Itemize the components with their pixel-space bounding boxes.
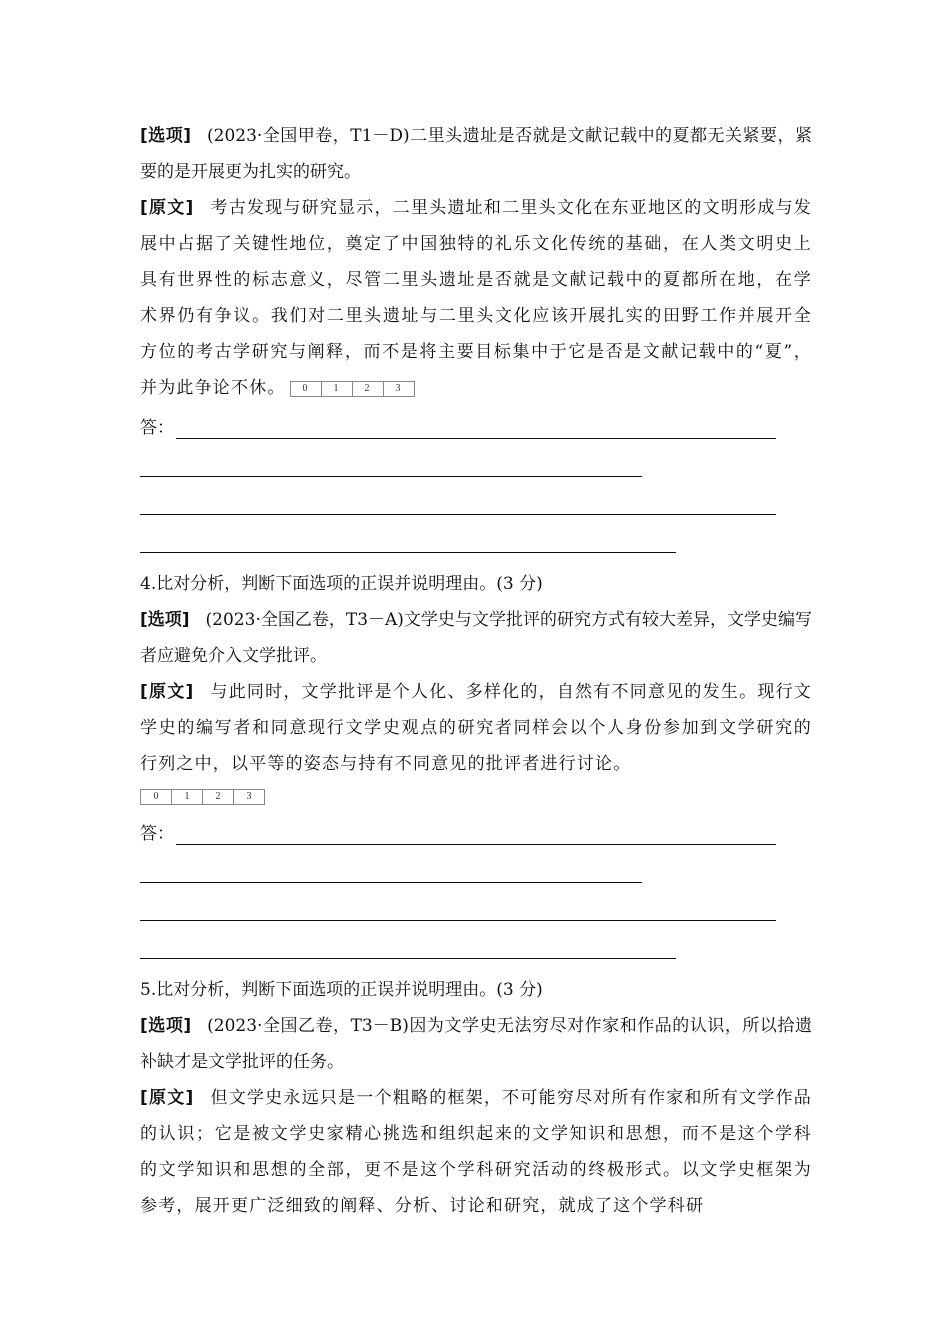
q4-source: [140, 674, 812, 782]
option-tag: [选项]: [140, 610, 190, 630]
source-text: 考古发现与研究显示，二里头遗址和二里头文化在东亚地区的文明形成与发展中占据了关键性地位，奠定了中国独特的礼乐文化传统的基础，在人类文明史上具有世界性的标志意义，尽管二里头遗址是否就是文献记载中的夏都所在地，在学术界仍有争议。我们对二里头遗址与二里头文化应该开展扎实的田野工作并展开全方位的考古学研究与阐释，而不是将主要目标集中于它是否是文献记载中的“夏”，并为此争论不休。: [140, 198, 812, 398]
answer-line: [140, 920, 776, 921]
answer-line: [140, 552, 676, 553]
answer-line: [140, 958, 676, 959]
q5-title: 5.比对分析，判断下面选项的正误并说明理由。(3 分): [140, 980, 543, 1000]
score-box[interactable]: [290, 381, 415, 397]
option-tag: [选项]: [140, 1016, 192, 1036]
option-text: (2023·全国乙卷，T3－A)文学史与文学批评的研究方式有较大差异，文学史编写者应避免介入文学批评。: [140, 610, 812, 666]
answer-line: [176, 438, 776, 439]
score-box[interactable]: [140, 789, 265, 805]
answer-label: 答：: [140, 418, 174, 438]
option-tag: [选项]: [140, 126, 192, 146]
answer-line: [176, 844, 776, 845]
source-text: 与此同时，文学批评是个人化、多样化的，自然有不同意见的发生。现行文学史的编写者和同意现行文学史观点的研究者同样会以个人身份参加到文学研究的行列之中，以平等的姿态与持有不同意见的批评者进行讨论。: [140, 682, 812, 774]
option-text: (2023·全国乙卷，T3－B)因为文学史无法穷尽对作家和作品的认识，所以拾遗补缺才是文学批评的任务。: [140, 1016, 812, 1072]
source-tag: [原文]: [140, 1088, 195, 1108]
score-1[interactable]: 1: [322, 382, 353, 396]
score-0[interactable]: 0: [291, 382, 322, 396]
source-tag: [原文]: [140, 682, 195, 702]
answer-label: 答：: [140, 824, 174, 844]
score-0[interactable]: 0: [141, 790, 172, 804]
score-1[interactable]: 1: [172, 790, 203, 804]
q4-option: [140, 602, 812, 674]
q3-source: [140, 190, 812, 406]
q3-option: [140, 118, 812, 190]
option-text: (2023·全国甲卷，T1－D)二里头遗址是否就是文献记载中的夏都无关紧要，紧要的是开展更为扎实的研究。: [140, 126, 812, 182]
score-2[interactable]: 2: [203, 790, 234, 804]
score-3[interactable]: 3: [246, 791, 252, 802]
answer-line: [140, 476, 642, 477]
answer-area[interactable]: [140, 816, 812, 964]
answer-line: [140, 514, 776, 515]
score-2[interactable]: 2: [353, 382, 384, 396]
source-text: 但文学史永远只是一个粗略的框架，不可能穷尽对所有作家和所有文学作品的认识；它是被文学史家精心挑选和组织起来的文学知识和思想，而不是这个学科的文学知识和思想的全部，更不是这个学科研究活动的终极形式。以文学史框架为参考，展开更广泛细致的阐释、分析、讨论和研究，就成了这个学科研: [140, 1088, 812, 1216]
answer-line: [140, 882, 642, 883]
q5-source: [140, 1080, 812, 1224]
answer-area[interactable]: [140, 410, 812, 558]
q5-option: [140, 1008, 812, 1080]
score-3[interactable]: 3: [395, 382, 402, 394]
source-tag: [原文]: [140, 198, 195, 218]
q4-title: 4.比对分析，判断下面选项的正误并说明理由。(3 分): [140, 574, 543, 594]
score-row: [140, 782, 812, 812]
document-page: [140, 118, 812, 1224]
